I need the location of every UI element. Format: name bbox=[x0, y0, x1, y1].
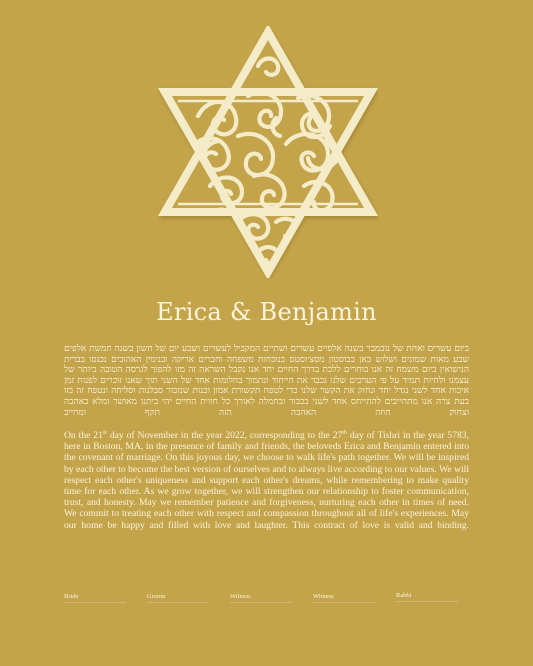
couple-names-title: Erica & Benjamin bbox=[156, 298, 377, 326]
signature-line-witness-2 bbox=[313, 593, 375, 603]
signature-line-rabbi bbox=[396, 592, 458, 602]
signature-line-bride bbox=[64, 593, 126, 603]
signature-label: Bride bbox=[64, 593, 79, 600]
star-of-david-filigree-icon bbox=[158, 26, 378, 278]
hebrew-contract-text: ביום עשרים ואחת של נובמבר בשנה אלפיים עשרים ושתיים המקביל לעשרים ושבע יום של חשון בשנה חמשת אלפים שבע מאות שמונים ושלוש כאן בבוסטון מסצ׳וסטס בנוכחות משפחה וחברים אריקה ובנימין האהובים נכנסו בברית הנישואין ביום משמח זה אנו בוחרים ללכת בדרך החיים יחד אנו נקבל השראה זה מזו להפוך לגרסה הטובה ביותר של עצמנו ולחיות תמיד על פי הערכים שלנו נכבד את הייחוד ונתמוך בחלומות אחד של השני תוך שאנו זוכרים לפנות זמן איכות אחד לשני נגדל יחד ונחזק את הקשר שלנו כדי לטפח תקשורת אמון וכנות שנזכור סבלנות וסליחה ונטפח זה בזו בעת צרה אנו מתחייבים להתייחס אחד לשני בכבוד ובחמלה לאורך כל חווית החיים יהי ביתנו מאושר ומלא באהבה וצחוק חוזה האהבה הזה תקף ומחייב bbox=[64, 344, 469, 418]
english-contract-text: On the 21st day of November in the year 2022, corresponding to the 27th day of Tishri in the year 5783, here in Boston, MA, in the presence of family and friends, the beloveds Erica and Benjamin entered into the covenant of marriage. On this joyous day, we choose to walk life's path together. We will be inspired by each other to become the best version of ourselves and to always live according to our values. We will respect each other's uniqueness and support each other's dreams, while remembering to make quality time for each other. As we grow together, we will strengthen our relationship to foster communication, trust, and honesty. May we remember patience and forgiveness, nurturing each other in times of need. We commit to treating each other with respect and compassion throughout all of life's experiences. May our home be happy and filled with love and laughter. This contract of love is valid and binding. bbox=[64, 429, 469, 531]
signature-line-groom bbox=[147, 593, 209, 603]
signature-line-witness-1 bbox=[230, 593, 292, 603]
signature-label: Witness bbox=[313, 593, 334, 600]
signature-label: Witness bbox=[230, 593, 251, 600]
signature-label: Groom bbox=[147, 593, 166, 600]
signature-label: Rabbi bbox=[396, 592, 412, 599]
